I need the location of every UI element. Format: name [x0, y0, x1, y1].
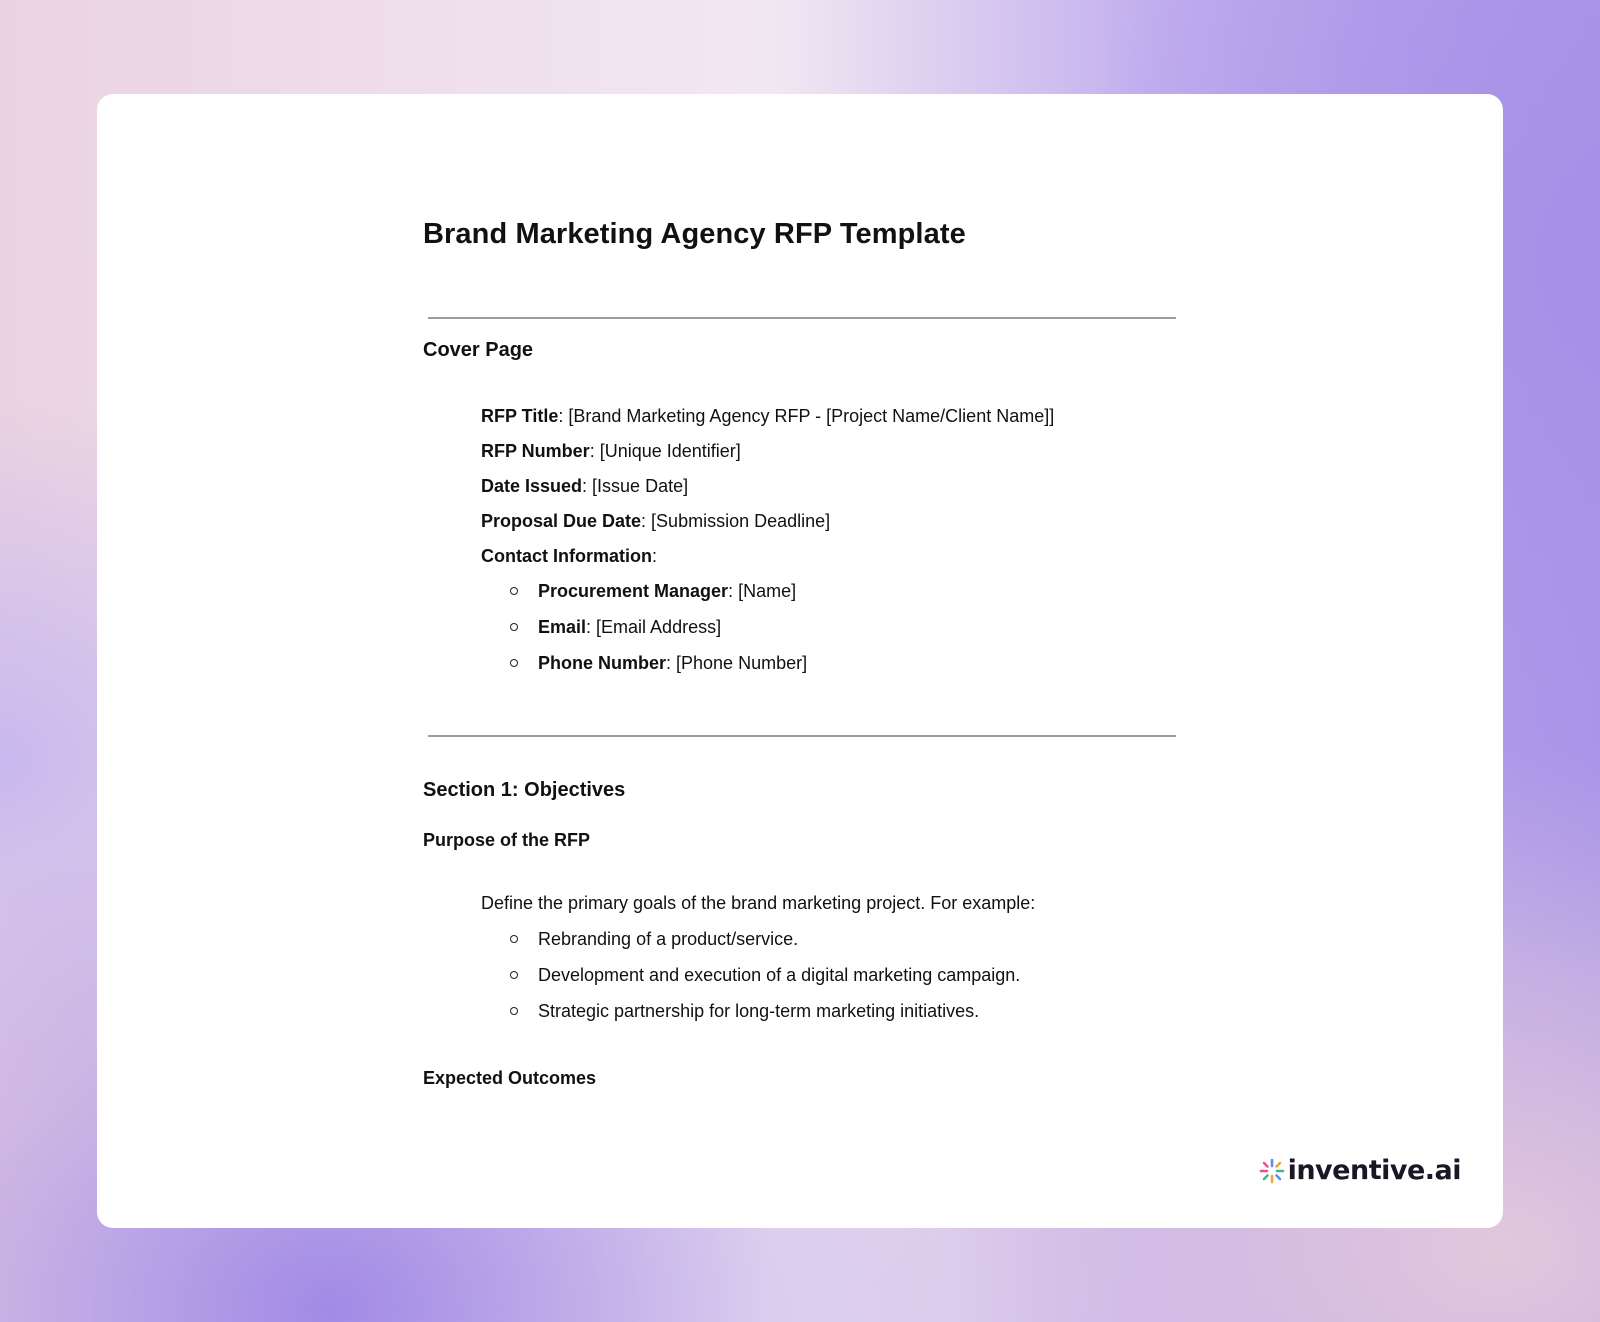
field-label: Date Issued [481, 476, 583, 496]
example-text: Rebranding of a product/service. [538, 929, 799, 949]
hollow-bullet-icon [510, 1007, 518, 1015]
cover-page-heading: Cover Page [423, 339, 534, 361]
purpose-intro: Define the primary goals of the brand marketing project. For example: [481, 893, 1036, 913]
contact-label: Email [538, 617, 587, 637]
field-value: : [Brand Marketing Agency RFP - [Project Name/Client Name]] [558, 406, 1055, 426]
divider [428, 317, 1176, 319]
example-item [510, 928, 798, 950]
field-proposal-due-date [481, 510, 830, 532]
field-label: RFP Title [481, 406, 559, 426]
example-text: Development and execution of a digital marketing campaign. [538, 965, 1021, 985]
field-rfp-title [481, 405, 1054, 427]
divider [428, 735, 1176, 737]
section-1-heading: Section 1: Objectives [423, 779, 626, 801]
example-item [510, 964, 1020, 986]
document-card [97, 94, 1503, 1228]
example-item [510, 1000, 979, 1022]
hollow-bullet-icon [510, 659, 518, 667]
contact-value: : [Email Address] [586, 617, 722, 637]
contact-label: Phone Number [538, 653, 667, 673]
hollow-bullet-icon [510, 971, 518, 979]
expected-outcomes-heading: Expected Outcomes [423, 1068, 597, 1088]
field-value: : [Submission Deadline] [641, 511, 831, 531]
sparkle-burst-icon [1259, 1158, 1285, 1184]
purpose-heading: Purpose of the RFP [423, 830, 591, 850]
contact-item-procurement-manager [510, 580, 796, 602]
field-value: : [Unique Identifier] [589, 441, 741, 461]
field-date-issued [481, 475, 688, 497]
field-rfp-number [481, 440, 741, 462]
brand-logo [1259, 1155, 1461, 1186]
field-value: : [Issue Date] [582, 476, 689, 496]
contact-label: Procurement Manager [538, 581, 729, 601]
hollow-bullet-icon [510, 935, 518, 943]
contact-value: : [Name] [728, 581, 797, 601]
contact-item-phone-number [510, 652, 807, 674]
contact-value: : [Phone Number] [666, 653, 808, 673]
document-title: Brand Marketing Agency RFP Template [423, 218, 966, 250]
brand-wordmark: inventive.ai [1287, 1155, 1461, 1186]
contact-item-email [510, 616, 721, 638]
hollow-bullet-icon [510, 587, 518, 595]
field-contact-information [481, 545, 657, 567]
example-text: Strategic partnership for long-term marketing initiatives. [538, 1001, 980, 1021]
hollow-bullet-icon [510, 623, 518, 631]
field-label: RFP Number [481, 441, 590, 461]
field-value: : [652, 546, 658, 566]
field-label: Proposal Due Date [481, 511, 642, 531]
field-label: Contact Information [481, 546, 652, 566]
